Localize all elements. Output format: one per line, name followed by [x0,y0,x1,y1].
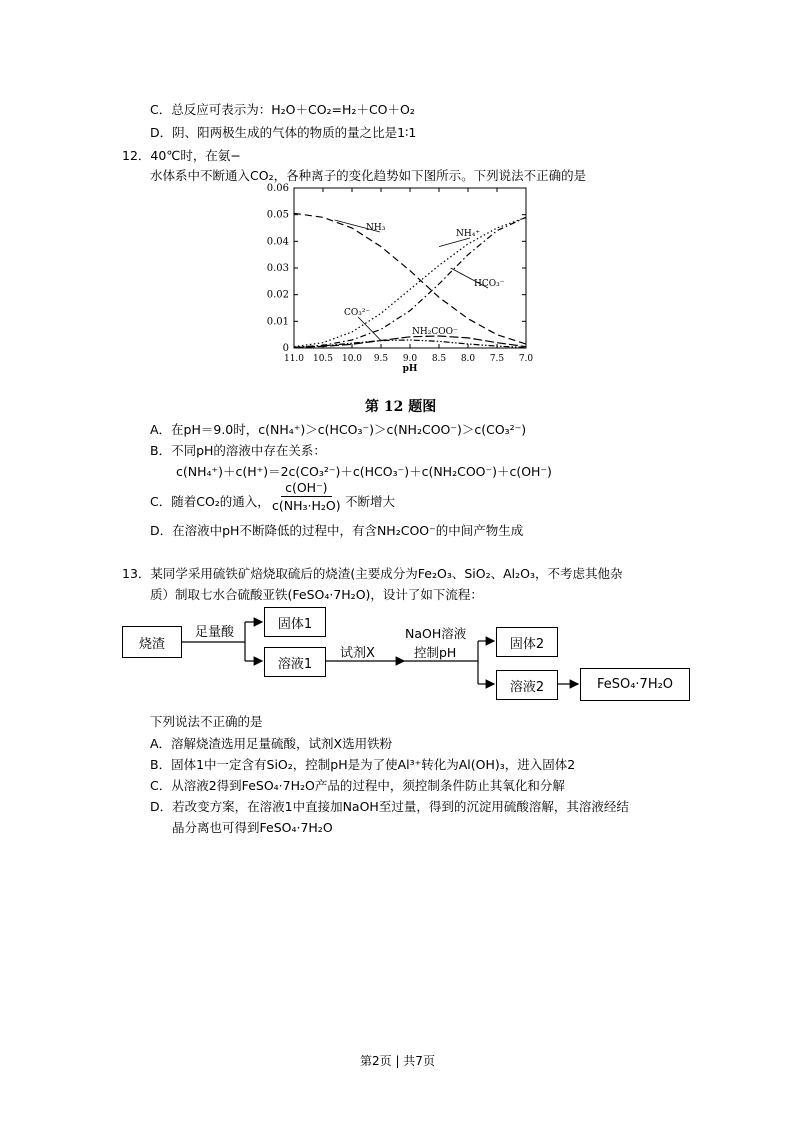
q12-option-c-fraction [268,480,345,513]
y-tick-label: 0.02 [266,289,289,301]
q12-option-d: D．在溶液中pH不断降低的过程中，有含NH₂COO⁻的中间产物生成 [150,523,524,538]
series-label: HCO₃⁻ [474,279,505,289]
series-label: NH₂COO⁻ [412,327,458,337]
q13-option-d-line1: D．若改变方案，在溶液1中直接加NaOH至过量，得到的沉淀用硫酸溶解，其溶液经结 [150,799,629,814]
y-tick-label: 0 [282,343,289,354]
flow-label-naoh: NaOH溶液 [405,626,467,641]
flow-box-solution1: 溶液1 [264,647,326,677]
y-tick-label: 0.05 [266,209,289,221]
plot-frame [294,188,526,348]
series-label: CO₃²⁻ [344,308,371,318]
q13-stem-line2: 质）制取七水合硫酸亚铁(FeSO₄·7H₂O)，设计了如下流程： [150,587,483,602]
q12-stem-line2: 水体系中不断通入CO₂，各种离子的变化趋势如下图所示。下列说法不正确的是 [150,168,587,183]
fraction-denominator: c(NH₃·H₂O) [272,498,341,513]
page-footer: 第2页 | 共7页 [360,1054,435,1068]
q12-option-b-line1: B．不同pH的溶液中存在关系： [150,443,326,458]
q13-option-b: B．固体1中一定含有SiO₂，控制pH是为了使Al³⁺转化为Al(OH)₃，进入固体2 [150,757,576,772]
x-tick-label: 9.5 [373,354,389,364]
q12-option-c-prefix: C．随着CO₂的通入， [150,494,270,509]
q13-option-d-line2: 晶分离也可得到FeSO₄·7H₂O [172,820,333,835]
q13-option-a: A．溶解烧渣选用足量硫酸，试剂X选用铁粉 [150,736,393,751]
y-tick-label: 0.06 [266,183,289,194]
x-tick-label: 10.5 [312,354,334,364]
x-tick-label: 8.5 [431,354,447,364]
q13-question: 下列说法不正确的是 [150,714,263,729]
flow-box-slag: 烧渣 [122,626,182,658]
x-axis-label: pH [402,364,418,374]
series-label-leader [451,268,488,288]
q11-option-c: C．总反应可表示为：H₂O＋CO₂=H₂＋CO＋O₂ [150,102,415,117]
flow-label-acid: 足量酸 [195,625,235,640]
q12-option-b-line2: c(NH₄⁺)＋c(H⁺)＝2c(CO₃²⁻)＋c(HCO₃⁻)＋c(NH₂COO⁻)＋c(OH⁻) [176,464,552,479]
x-tick-label: 11.0 [283,354,305,364]
x-tick-label: 7.5 [489,354,505,364]
flow-box-solid1: 固体1 [264,607,326,637]
flow-box-solid2: 固体2 [496,627,558,657]
flow-box-product: FeSO₄·7H₂O [580,668,690,701]
q13-stem-line1: 13．某同学采用硫铁矿焙烧取硫后的烧渣(主要成分为Fe₂O₃、SiO₂、Al₂O₃，不考虑其他杂 [122,566,623,581]
q12-option-a: A．在pH＝9.0时，c(NH₄⁺)＞c(HCO₃⁻)＞c(NH₂COO⁻)＞c(CO₃²⁻) [150,422,527,437]
flow-box-solution2: 溶液2 [496,670,558,700]
x-tick-label: 8.0 [460,354,476,364]
q11-option-d: D．阴、阳两极生成的气体的物质的量之比是1∶1 [150,125,417,140]
flow-label-ph: 控制pH [414,645,457,660]
y-tick-label: 0.03 [266,263,289,274]
x-tick-label: 7.0 [518,354,534,364]
series-label-leader [439,238,470,247]
q13-option-c: C．从溶液2得到FeSO₄·7H₂O产品的过程中，须控制条件防止其氧化和分解 [150,778,565,793]
q12-stem-line1: 12．40℃时，在氨− [122,148,241,163]
y-tick-label: 0.01 [266,316,289,328]
series-label: NH₃ [366,223,386,233]
fraction-numerator: c(OH⁻) [281,480,331,497]
flow-label-reagent: 试剂X [340,646,375,661]
figure-caption: 第 12 题图 [365,399,437,415]
x-tick-label: 9.0 [402,354,418,364]
y-tick-label: 0.04 [266,236,289,248]
series-label: NH₄⁺ [456,229,481,239]
species-distribution-chart [250,182,550,412]
x-tick-label: 10.0 [341,354,363,364]
q12-option-c-suffix: 不断增大 [345,494,396,509]
